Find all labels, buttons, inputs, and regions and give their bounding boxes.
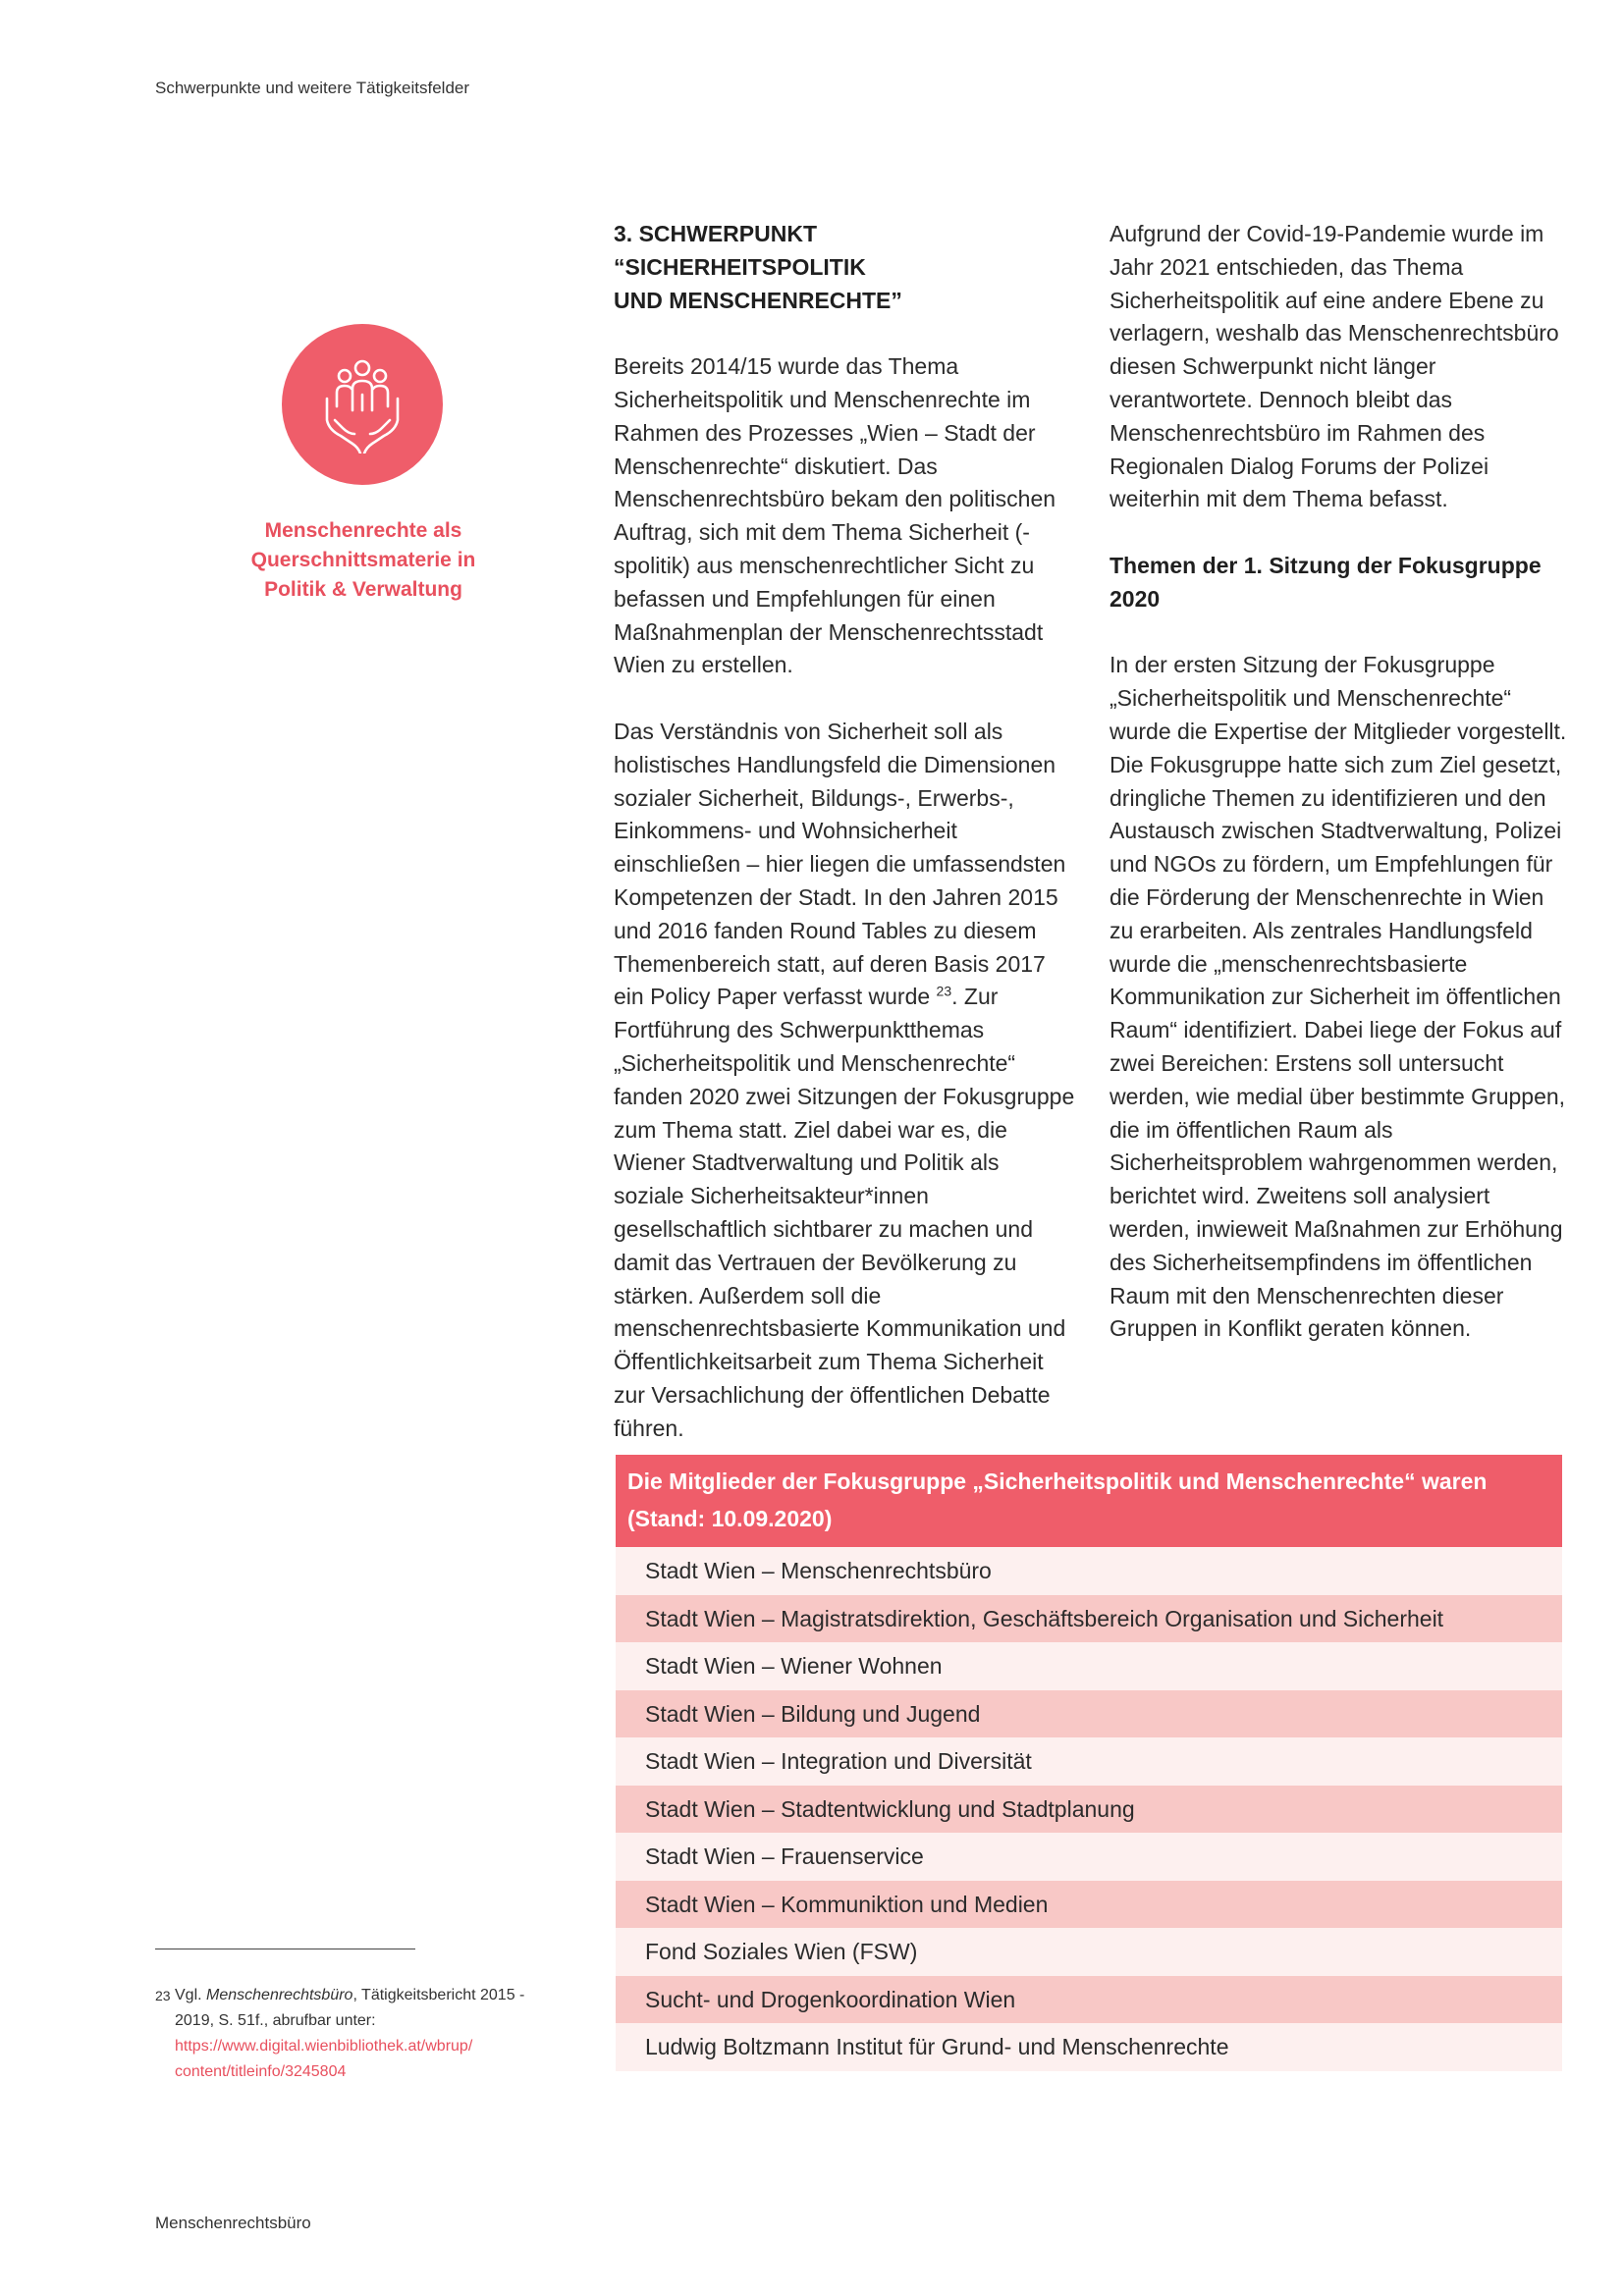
caption-line: Menschenrechte als — [264, 519, 462, 542]
right-column — [1110, 218, 1571, 1379]
member-row: Stadt Wien – Kommuniktion und Medien — [616, 1881, 1562, 1929]
paragraph: In der ersten Sitzung der Fokusgruppe „Sicherheitspolitik und Menschenrechte“ wurde die Expertise der Mitglieder vorgestellt. Die Fokusgruppe hatte sich zum Ziel gesetzt, dringliche Themen zu identifizieren und den Austausch zwischen Stadtverwaltung, Polizei und NGOs zu fördern, um Empfehlungen für die Förderung der Menschenrechte in Wien zu erarbeiten. Als zentrales Handlungsfeld wurde die „menschenrechtsbasierte Kommunikation zur Sicherheit im öffentlichen Raum“ identifiziert. Dabei liege der Fokus auf zwei Bereichen: Erstens soll untersucht werden, wie medial über bestimmte Gruppen, die im öffentlichen Raum als Sicherheitsproblem wahrgenommen werden, berichtet wird. Zweitens soll analysiert werden, inwieweit Maßnahmen zur Erhöhung des Sicherheitsempfindens im öffentlichen Raum mit den Menschenrechten dieser Gruppen in Konflikt geraten können. — [1110, 652, 1567, 1342]
footnote-link[interactable]: content/titleinfo/3245804 — [175, 2063, 347, 2080]
footnote-text: , Tätigkeitsbericht 2015 - 2019, S. 51f., abrufbar unter: — [175, 1987, 525, 2029]
caption-line: Politik & Verwaltung — [264, 578, 462, 601]
sidebar-caption — [226, 516, 501, 605]
subheading: Themen der 1. Sitzung der Fokusgruppe 2020 — [1110, 552, 1542, 612]
topic-badge — [282, 324, 443, 485]
member-row: Stadt Wien – Integration und Diversität — [616, 1737, 1562, 1786]
paragraph — [614, 716, 1075, 1446]
footnote-reference[interactable]: 23 — [936, 983, 952, 999]
member-row: Stadt Wien – Bildung und Jugend — [616, 1690, 1562, 1738]
member-row: Stadt Wien – Magistratsdirektion, Geschäftsbereich Organisation und Sicherheit — [616, 1595, 1562, 1643]
paragraph: Aufgrund der Covid-19-Pandemie wurde im Jahr 2021 entschieden, das Thema Sicherheitspolitik auf eine andere Ebene zu verlagern, weshalb das Menschenrechtsbüro diesen Schwerpunkt nicht länger verantwortete. Dennoch bleibt das Menschenrechtsbüro im Rahmen des Regionalen Dialog Forums der Polizei weiterhin mit dem Thema befasst. — [1110, 221, 1559, 512]
heading-line: 3. SCHWERPUNKT “SICHERHEITSPOLITIK — [614, 221, 866, 280]
paragraph-text: . Zur Fortführung des Schwerpunktthemas „Sicherheitspolitik und Menschenrechte“ fanden 2020 zwei Sitzungen der Fokusgruppe zum Thema statt. Ziel dabei war es, die Wiener Stadtverwaltung und Politik als soziale Sicherheitsakteur*innen gesellschaftlich sichtbarer zu machen und damit das Vertrauen der Bevölkerung zu stärken. Außerdem soll die menschenrechtsbasierte Kommunikation und Öffentlichkeitsarbeit zum Thema Sicherheit zur Versachlichung der öffentlichen Debatte führen. — [614, 984, 1075, 1441]
member-row: Fond Soziales Wien (FSW) — [616, 1928, 1562, 1976]
member-row: Stadt Wien – Wiener Wohnen — [616, 1642, 1562, 1690]
page-footer: Menschenrechtsbüro — [155, 2214, 311, 2232]
members-box — [616, 1455, 1562, 2071]
section-heading — [614, 218, 1075, 317]
member-row: Stadt Wien – Stadtentwicklung und Stadtplanung — [616, 1786, 1562, 1834]
member-row: Stadt Wien – Menschenrechtsbüro — [616, 1547, 1562, 1595]
footnote-prefix: Vgl. — [175, 1987, 202, 2003]
footnote-link[interactable]: https://www.digital.wienbibliothek.at/wbrup/ — [175, 2038, 473, 2055]
running-header: Schwerpunkte und weitere Tätigkeitsfelder — [155, 79, 470, 97]
footnote-number: 23 — [155, 1988, 171, 2003]
members-heading-line: Die Mitglieder der Fokusgruppe „Sicherheitspolitik und Menschenrechte“ waren — [627, 1468, 1488, 1494]
footnote — [155, 1983, 568, 2085]
caption-line: Querschnittsmaterie in — [250, 549, 476, 571]
footnote-source: Menschenrechtsbüro — [206, 1987, 353, 2003]
people-in-hands-icon — [323, 355, 402, 454]
member-row: Stadt Wien – Frauenservice — [616, 1833, 1562, 1881]
member-row: Ludwig Boltzmann Institut für Grund- und Menschenrechte — [616, 2023, 1562, 2071]
member-row: Sucht- und Drogenkoordination Wien — [616, 1976, 1562, 2024]
footnote-body — [155, 1983, 568, 2085]
paragraph: Bereits 2014/15 wurde das Thema Sicherheitspolitik und Menschenrechte im Rahmen des Prozesses „Wien – Stadt der Menschenrechte“ diskutiert. Das Menschenrechtsbüro bekam den politischen Auftrag, sich mit dem Thema Sicherheit (-spolitik) aus menschenrechtlicher Sicht zu befassen und Empfehlungen für einen Maßnahmenplan der Menschenrechtsstadt Wien zu erstellen. — [614, 353, 1056, 678]
left-column — [614, 218, 1075, 1478]
paragraph-text: Das Verständnis von Sicherheit soll als holistisches Handlungsfeld die Dimensionen sozialer Sicherheit, Bildungs-, Erwerbs-, Einkommens- und Wohnsicherheit einschließen – hier liegen die umfassendsten Kompetenzen der Stadt. In den Jahren 2015 und 2016 fanden Round Tables zu diesem Themenbereich statt, auf deren Basis 2017 ein Policy Paper verfasst wurde — [614, 718, 1066, 1010]
members-heading-line: (Stand: 10.09.2020) — [627, 1506, 833, 1531]
members-heading — [616, 1455, 1562, 1547]
heading-line: UND MENSCHENRECHTE” — [614, 287, 902, 313]
